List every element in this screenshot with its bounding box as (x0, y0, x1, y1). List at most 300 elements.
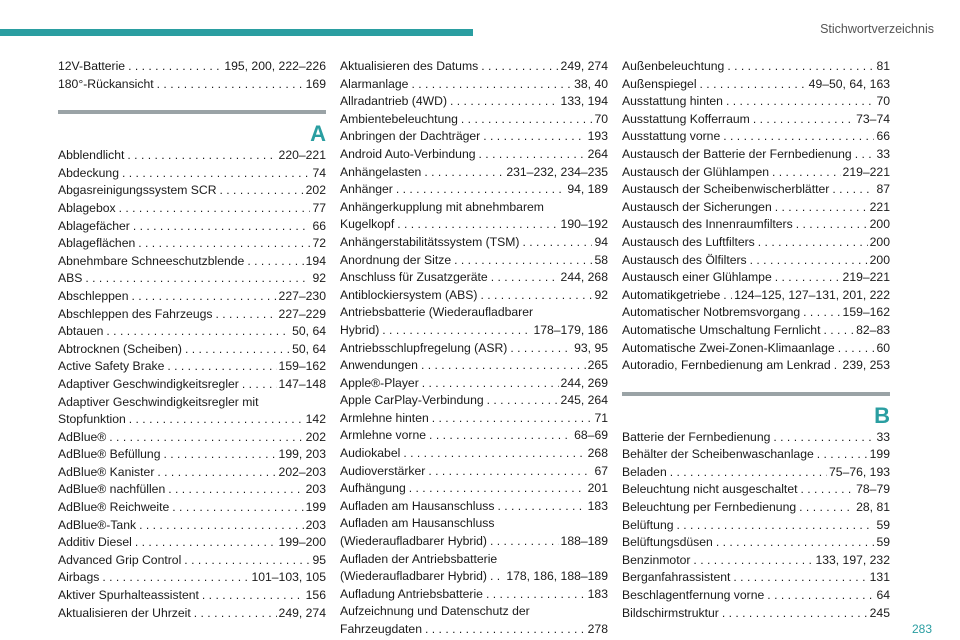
index-entry[interactable] (340, 568, 608, 586)
index-entry-term: Benzinmotor (622, 552, 691, 567)
index-entry-term: Belüftungsdüsen (622, 535, 713, 550)
index-entry[interactable] (340, 287, 608, 305)
index-entry[interactable] (340, 322, 608, 340)
index-entry[interactable] (58, 358, 326, 376)
index-entry[interactable] (622, 58, 890, 76)
index-entry-term: Ausstattung vorne (622, 129, 721, 144)
index-entry-pages[interactable]: 33 (876, 429, 890, 444)
dot-leader (99, 569, 249, 587)
index-entry-term: AdBlue®-Tank (58, 517, 137, 532)
dot-leader (713, 534, 875, 552)
index-entry-term: Austausch der Scheibenwischerblätter (622, 182, 830, 197)
dot-leader (169, 499, 303, 517)
dot-leader (421, 164, 504, 182)
index-entry-pages[interactable]: 249, 274 (560, 59, 608, 73)
index-entry-term: Austausch des Innenraumfilters (622, 217, 793, 232)
index-entry[interactable] (58, 517, 326, 535)
index-entry-term: Aufzeichnung und Datenschutz der (340, 604, 530, 619)
index-entry-term: Beladen (622, 464, 667, 479)
index-entry-term: Armlehne hinten (340, 410, 429, 425)
dot-leader (116, 200, 311, 218)
index-entry-pages[interactable]: 227–229 (278, 306, 326, 321)
index-entry-pages[interactable]: 221 (869, 199, 890, 214)
index-entry-pages[interactable]: 239, 253 (842, 358, 890, 373)
dot-leader (484, 392, 559, 410)
index-entry-pages[interactable]: 188–189 (560, 534, 608, 549)
index-entry-pages[interactable]: 66 (876, 129, 890, 144)
index-entry-term: Aufhängung (340, 481, 406, 496)
dot-leader (770, 429, 874, 447)
index-entry-pages[interactable]: 194 (305, 253, 326, 268)
index-entry-term: Kugelkopf (340, 217, 395, 232)
index-entry-term: Abblendlicht (58, 148, 125, 163)
index-entry[interactable] (622, 534, 890, 552)
index-entry-term: Ablagebox (58, 200, 116, 215)
index-entry[interactable] (340, 76, 608, 94)
index-entry[interactable] (622, 340, 890, 358)
index-entry-term: AdBlue® Kanister (58, 464, 155, 479)
index-entry-pages[interactable]: 203 (305, 482, 326, 497)
index-entry-pages[interactable]: 94, 189 (567, 182, 608, 197)
index-entry-term: Anordnung der Sitze (340, 252, 452, 267)
index-entry-term: Armlehne vorne (340, 428, 427, 443)
index-entry[interactable] (622, 234, 890, 252)
dot-leader (408, 76, 572, 94)
index-entry[interactable] (58, 270, 326, 288)
index-entry-pages[interactable]: 49–50, 64, 163 (808, 76, 890, 91)
index-entry-term: Antriebsbatterie (Wiederaufladbarer (340, 305, 534, 320)
section-divider (622, 392, 890, 396)
index-entry-pages[interactable]: 147–148 (278, 376, 326, 391)
index-entry[interactable] (58, 165, 326, 183)
dot-leader (154, 464, 276, 482)
index-entry-term: Anhängelasten (340, 164, 422, 179)
dot-leader (394, 216, 558, 234)
index-entry[interactable] (622, 357, 890, 375)
dot-leader (480, 128, 585, 146)
section-header-a (58, 93, 326, 147)
dot-leader (406, 480, 586, 498)
index-entry[interactable] (58, 147, 326, 165)
index-entry[interactable] (58, 341, 326, 359)
index-column-2 (340, 58, 608, 639)
dot-leader (820, 322, 854, 340)
index-entry-pages[interactable]: 245, 264 (560, 393, 608, 408)
index-entry[interactable] (622, 181, 890, 199)
index-entry-pages[interactable]: 190–192 (560, 217, 608, 232)
dot-leader (719, 605, 868, 623)
index-entry-pages[interactable]: 74 (312, 165, 326, 180)
index-entry[interactable] (622, 216, 890, 234)
index-entry-term: AdBlue® nachfüllen (58, 482, 166, 497)
index-entry[interactable] (340, 234, 608, 252)
index-entry-term: ABS (58, 271, 83, 286)
index-entry-pages[interactable]: 159–162 (842, 305, 890, 320)
dot-leader (429, 410, 593, 428)
section-letter: B (874, 402, 890, 428)
index-entry-pages[interactable]: 77 (312, 200, 326, 215)
index-entry[interactable] (622, 146, 890, 164)
index-entry-pages[interactable]: 156 (305, 588, 326, 603)
index-entry[interactable] (58, 464, 326, 482)
index-entry-pages[interactable]: 159–162 (278, 359, 326, 374)
index-entry-term: Aufladen der Antriebsbatterie (340, 551, 498, 566)
index-entry-term: Abgasreinigungssystem SCR (58, 183, 217, 198)
index-entry-pages[interactable]: 82–83 (856, 322, 890, 337)
index-entry-pages[interactable]: 60 (876, 340, 890, 355)
index-entry-term: Abschleppen des Fahrzeugs (58, 306, 213, 321)
dot-leader (477, 287, 592, 305)
dot-leader (212, 306, 276, 324)
index-entry[interactable] (622, 552, 890, 570)
index-entry-term: Austausch einer Glühlampe (622, 270, 772, 285)
dot-leader (796, 499, 854, 517)
index-entry[interactable] (58, 499, 326, 517)
index-entry-pages[interactable]: 94 (594, 234, 608, 249)
index-entry[interactable] (622, 269, 890, 287)
dot-leader (483, 586, 586, 604)
section-divider (58, 110, 326, 114)
index-entry-term: Advanced Grip Control (58, 552, 182, 567)
index-entry-pages[interactable]: 64 (876, 588, 890, 603)
index-entry-pages[interactable]: 264 (587, 146, 608, 161)
section-letter: A (310, 121, 326, 147)
index-entry-term: Audioverstärker (340, 463, 426, 478)
index-entry[interactable] (622, 569, 890, 587)
index-entry-term: Berganfahrassistent (622, 570, 731, 585)
index-entry-pages[interactable]: 201 (587, 481, 608, 496)
index-entry[interactable] (58, 200, 326, 218)
dot-leader (720, 287, 732, 305)
index-entry-term: Aktiver Spurhalteassistent (58, 588, 199, 603)
index-entry[interactable] (622, 111, 890, 129)
dot-leader (690, 552, 813, 570)
index-entry[interactable] (340, 533, 608, 551)
dot-leader (747, 252, 868, 270)
index-entry-term: Beschlagentfernung vorne (622, 588, 765, 603)
index-entry[interactable] (622, 499, 890, 517)
index-entry-term: 12V-Batterie (58, 59, 126, 73)
index-entry[interactable] (58, 306, 326, 324)
index-entry-term: Apple®-Player (340, 375, 419, 390)
index-entry-term: Ausstattung Kofferraum (622, 111, 750, 126)
dot-leader (422, 621, 586, 639)
index-entry[interactable] (340, 128, 608, 146)
index-entry-term: Antiblockiersystem (ABS) (340, 287, 478, 302)
index-entry-pages[interactable]: 133, 197, 232 (815, 552, 890, 567)
index-entry-pages[interactable]: 92 (312, 271, 326, 286)
index-entry-pages[interactable]: 28, 81 (856, 500, 890, 515)
index-entry-pages[interactable]: 178–179, 186 (533, 322, 608, 337)
index-entry-term: Bildschirmstruktur (622, 605, 719, 620)
index-entry-pages[interactable]: 278 (587, 622, 608, 636)
index-entry[interactable] (622, 517, 890, 535)
index-entry[interactable] (340, 375, 608, 393)
index-entry[interactable] (622, 446, 890, 464)
dot-leader (507, 340, 572, 358)
index-entry-pages[interactable]: 200 (869, 234, 890, 249)
index-entry-pages[interactable]: 95 (312, 552, 326, 567)
index-entry-term: Additiv Diesel (58, 535, 132, 550)
index-entry[interactable] (340, 427, 608, 445)
dot-leader (488, 269, 559, 287)
index-entry-term: Airbags (58, 570, 100, 585)
dot-leader (154, 76, 304, 94)
index-entry-term: Abnehmbare Schneeschutzblende (58, 253, 245, 268)
index-entry-term: Apple CarPlay-Verbindung (340, 393, 484, 408)
index-entry-pages[interactable]: 199 (869, 447, 890, 462)
index-entry-term: Android Auto-Verbindung (340, 146, 476, 161)
index-entry-term: AdBlue® Befüllung (58, 447, 161, 462)
index-entry[interactable] (340, 164, 608, 182)
index-entry[interactable] (58, 446, 326, 464)
index-entry[interactable] (58, 288, 326, 306)
index-entry[interactable] (622, 322, 890, 340)
index-entry-pages[interactable]: 195, 200, 222–226 (224, 59, 326, 73)
index-entry-term: Stopfunktion (58, 412, 126, 427)
index-entry-term: Antriebsschlupfregelung (ASR) (340, 340, 508, 355)
index-entry-term: Ambientebeleuchtung (340, 111, 458, 126)
dot-leader (720, 128, 874, 146)
index-entry[interactable] (58, 253, 326, 271)
index-entry[interactable] (622, 464, 890, 482)
index-entry[interactable] (622, 605, 890, 623)
index-entry-term: Anschluss für Zusatzgeräte (340, 270, 488, 285)
index-entry[interactable] (58, 429, 326, 447)
index-entry[interactable] (58, 605, 326, 623)
index-entry-pages[interactable]: 67 (594, 463, 608, 478)
index-entry-term: Ablagefächer (58, 218, 130, 233)
index-entry[interactable] (58, 534, 326, 552)
index-entry-term: Behälter der Scheibenwaschanlage (622, 447, 814, 462)
index-entry-pages[interactable]: 92 (594, 287, 608, 302)
index-entry[interactable] (340, 392, 608, 410)
index-entry-pages[interactable]: 244, 269 (560, 375, 608, 390)
index-entry[interactable] (58, 323, 326, 341)
index-entry[interactable] (58, 481, 326, 499)
index-entry-pages[interactable]: 183 (587, 586, 608, 601)
index-entry[interactable] (622, 93, 890, 111)
index-entry[interactable] (340, 181, 608, 199)
dot-leader (135, 235, 310, 253)
index-entry-term: Automatischer Notbremsvorgang (622, 305, 801, 320)
index-entry[interactable] (340, 410, 608, 428)
index-entry[interactable] (622, 287, 890, 305)
index-entry-pages[interactable]: 199, 203 (278, 447, 326, 462)
index-column-3 (622, 58, 890, 622)
index-entry-pages[interactable]: 169 (305, 76, 326, 91)
index-entry-pages[interactable]: 199 (305, 500, 326, 515)
dot-leader (132, 534, 277, 552)
index-entry-pages[interactable]: 202 (305, 183, 326, 198)
index-entry-pages[interactable]: 193 (587, 129, 608, 144)
index-entry[interactable] (622, 429, 890, 447)
index-entry[interactable] (340, 93, 608, 111)
dot-leader (128, 288, 276, 306)
index-entry-pages[interactable]: 59 (876, 535, 890, 550)
index-entry[interactable] (622, 304, 890, 322)
index-entry[interactable] (340, 498, 608, 516)
index-entry-pages[interactable]: 203 (305, 517, 326, 532)
index-entry-pages[interactable]: 265 (587, 358, 608, 373)
index-entry-term: Automatische Zwei-Zonen-Klimaanlage (622, 340, 835, 355)
index-entry[interactable] (340, 252, 608, 270)
index-entry[interactable] (622, 252, 890, 270)
index-entry-pages[interactable]: 93, 95 (574, 340, 608, 355)
index-entry[interactable] (340, 463, 608, 481)
section-header-b (622, 375, 890, 429)
index-entry[interactable] (340, 111, 608, 129)
index-entry-pages[interactable]: 220–221 (278, 148, 326, 163)
index-entry-pages[interactable]: 202 (305, 429, 326, 444)
dot-leader (191, 605, 277, 623)
dot-leader (126, 411, 304, 429)
index-entry-term: Anbringen der Dachträger (340, 129, 481, 144)
index-entry[interactable] (58, 587, 326, 605)
index-entry[interactable] (58, 182, 326, 200)
index-entry-term: (Wiederaufladbarer Hybrid) (340, 569, 487, 584)
index-entry-pages[interactable]: 245 (869, 605, 890, 620)
index-entry-pages[interactable]: 70 (876, 94, 890, 109)
index-entry-pages[interactable]: 199–200 (278, 535, 326, 550)
index-entry-pages[interactable]: 219–221 (842, 270, 890, 285)
dot-leader (520, 234, 593, 252)
dot-leader (800, 304, 840, 322)
index-entry[interactable] (622, 481, 890, 499)
index-entry[interactable] (58, 411, 326, 429)
index-entry[interactable] (58, 58, 326, 76)
dot-leader (798, 481, 855, 499)
index-entry[interactable] (622, 587, 890, 605)
index-entry-term: Adaptiver Geschwindigkeitsregler mit (58, 394, 259, 409)
index-entry-pages[interactable]: 249, 274 (278, 605, 326, 620)
page-header-title: Stichwortverzeichnis (820, 22, 934, 36)
index-entry-pages[interactable]: 219–221 (842, 164, 890, 179)
dot-leader (426, 427, 572, 445)
index-entry-pages[interactable]: 231–232, 234–235 (506, 164, 608, 179)
index-entry[interactable] (58, 376, 326, 394)
index-entry[interactable] (340, 146, 608, 164)
index-entry-pages[interactable]: 131 (869, 570, 890, 585)
index-entry[interactable] (340, 621, 608, 639)
index-entry-term: Adaptiver Geschwindigkeitsregler (58, 376, 239, 391)
index-entry-pages[interactable]: 101–103, 105 (251, 570, 326, 585)
index-entry[interactable] (340, 340, 608, 358)
index-entry-term: Alarmanlage (340, 76, 409, 91)
index-entry[interactable] (622, 76, 890, 94)
index-entry-pages[interactable]: 227–230 (278, 288, 326, 303)
dot-leader (764, 587, 874, 605)
dot-leader (772, 269, 841, 287)
index-entry-term: Austausch des Luftfilters (622, 234, 755, 249)
index-entry[interactable] (340, 216, 608, 234)
index-entry-pages[interactable]: 72 (312, 236, 326, 251)
index-entry-pages[interactable]: 244, 268 (560, 270, 608, 285)
dot-leader (755, 234, 868, 252)
index-entry-pages[interactable]: 71 (594, 410, 608, 425)
dot-leader (835, 340, 875, 358)
index-entry-pages[interactable]: 68–69 (574, 428, 608, 443)
index-entry-pages[interactable]: 59 (876, 517, 890, 532)
index-entry-pages[interactable]: 183 (587, 498, 608, 513)
index-entry-pages[interactable]: 50, 64 (292, 324, 326, 339)
index-entry[interactable] (340, 58, 608, 76)
index-entry-pages[interactable]: 124–125, 127–131, 201, 222 (734, 287, 890, 302)
dot-leader (478, 58, 558, 76)
dot-leader (447, 93, 559, 111)
index-entry[interactable] (622, 199, 890, 217)
index-entry[interactable] (340, 445, 608, 463)
index-entry-term: Außenspiegel (622, 76, 697, 91)
index-entry[interactable] (58, 235, 326, 253)
index-entry-pages[interactable]: 142 (305, 412, 326, 427)
dot-leader (165, 481, 303, 499)
index-entry-pages[interactable]: 75–76, 193 (829, 464, 890, 479)
index-entry-term: Belüftung (622, 517, 674, 532)
index-entry-pages[interactable]: 38, 40 (574, 76, 608, 91)
dot-leader (723, 93, 874, 111)
index-entry[interactable] (622, 128, 890, 146)
index-entry-pages[interactable]: 58 (594, 252, 608, 267)
index-entry[interactable] (340, 586, 608, 604)
index-entry-term: Allradantrieb (4WD) (340, 94, 448, 109)
index-entry[interactable] (58, 552, 326, 570)
index-entry-term: Ausstattung hinten (622, 94, 723, 109)
dot-leader (217, 182, 304, 200)
dot-leader (244, 253, 303, 271)
index-entry-pages[interactable]: 66 (312, 218, 326, 233)
index-entry-term: (Wiederaufladbarer Hybrid) (340, 534, 487, 549)
index-entry-pages[interactable]: 200 (869, 217, 890, 232)
index-entry-pages[interactable]: 178, 186, 188–189 (506, 569, 608, 584)
index-entry-pages[interactable]: 133, 194 (560, 94, 608, 109)
index-entry-term: AdBlue® Reichweite (58, 500, 170, 515)
index-entry[interactable] (340, 269, 608, 287)
index-entry-term: Aktualisieren der Uhrzeit (58, 605, 191, 620)
index-entry-pages[interactable]: 200 (869, 252, 890, 267)
index-entry[interactable] (58, 218, 326, 236)
index-entry-pages[interactable]: 268 (587, 446, 608, 461)
dot-leader (674, 517, 875, 535)
index-entry[interactable] (622, 164, 890, 182)
index-entry[interactable] (340, 357, 608, 375)
dot-leader (119, 165, 310, 183)
index-entry-pages[interactable]: 78–79 (856, 482, 890, 497)
page-number: 283 (911, 622, 932, 636)
dot-leader (829, 181, 874, 199)
index-entry-pages[interactable]: 202–203 (278, 464, 326, 479)
index-entry-pages[interactable]: 87 (876, 182, 890, 197)
dot-leader (730, 569, 867, 587)
index-entry-term: Active Safety Brake (58, 359, 165, 374)
index-entry-term: Außenbeleuchtung (622, 59, 725, 73)
index-entry-term: Anhängerkupplung mit abnehmbarem (340, 199, 544, 214)
index-entry[interactable] (58, 76, 326, 94)
index-entry-pages[interactable]: 33 (876, 146, 890, 161)
index-entry-pages[interactable]: 81 (876, 59, 890, 73)
index-entry-pages[interactable]: 70 (594, 111, 608, 126)
index-entry[interactable] (58, 569, 326, 587)
dot-leader (487, 533, 559, 551)
index-entry-pages[interactable]: 50, 64 (292, 341, 326, 356)
index-entry-pages[interactable]: 73–74 (856, 111, 890, 126)
dot-leader (199, 587, 304, 605)
index-entry-term: Automatische Umschaltung Fernlicht (622, 322, 821, 337)
index-entry-term: Fahrzeugdaten (340, 622, 422, 636)
index-entry[interactable] (340, 480, 608, 498)
index-entry-term: Anhänger (340, 182, 393, 197)
index-entry-term: Austausch der Batterie der Fernbedienung (622, 146, 852, 161)
